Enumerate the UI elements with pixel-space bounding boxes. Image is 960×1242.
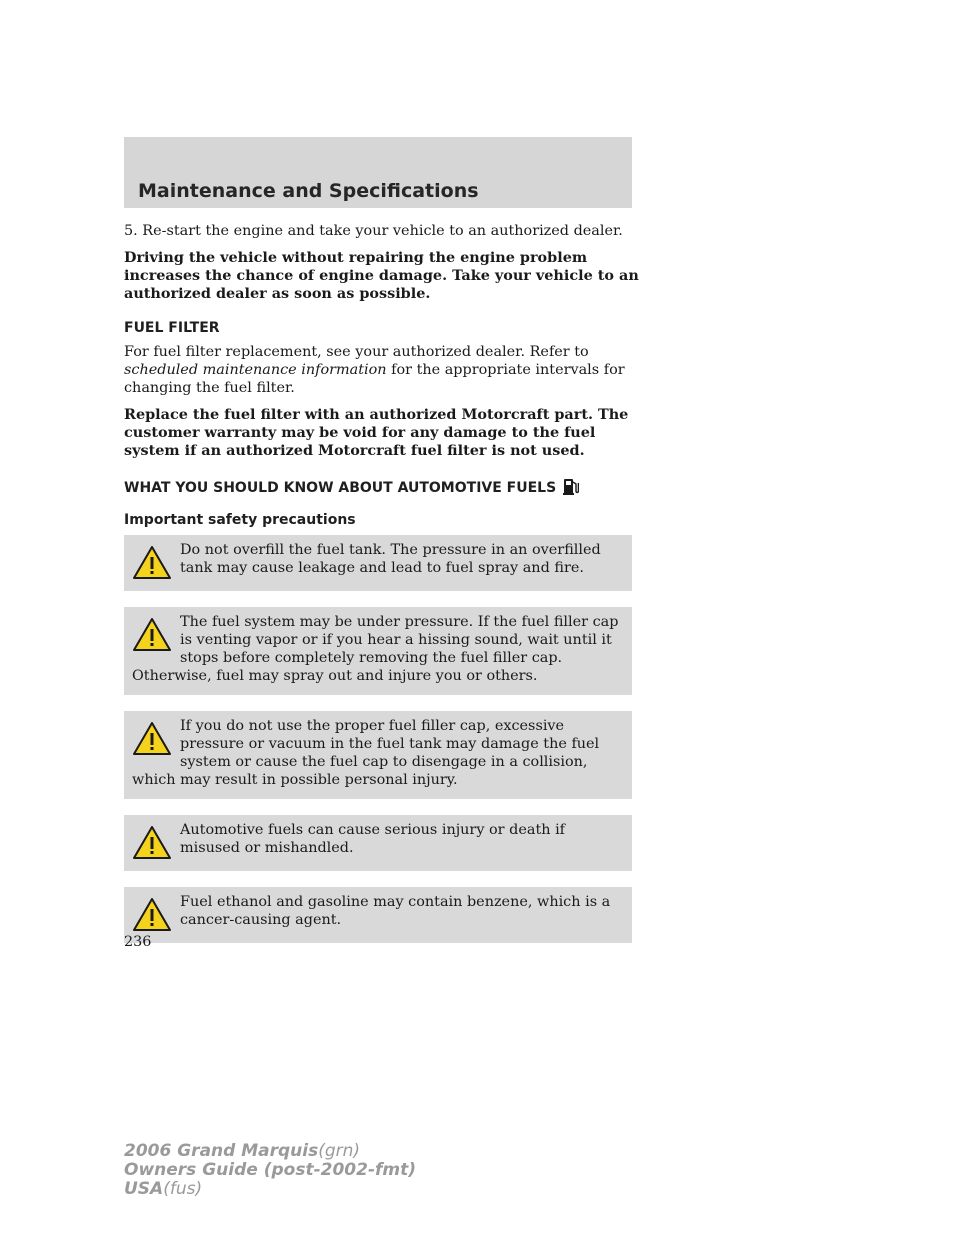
footer-line-1 [124,1142,416,1161]
warning-triangle-icon [132,617,172,653]
section-header-band [124,137,632,208]
fuel-filter-heading: FUEL FILTER [124,320,220,336]
section-title: Maintenance and Specifications [138,180,479,202]
fuel-filter-paragraph [124,343,644,397]
warning-text: Fuel ethanol and gasoline may contain benzene, which is a cancer-causing agent. [180,894,611,928]
footer-line-2: Owners Guide (post-2002-fmt) [124,1160,417,1180]
warning-text: The fuel system may be under pressure. If the fuel filler cap is venting vapor or if you hear a hissing sound, wait until it stops before completely removing the fuel filler cap. Otherwise, fuel may spray out and injure you or others. [132,614,619,684]
footer-model: 2006 Grand Marquis [124,1141,319,1161]
fuel-filter-text-2: for the appropriate intervals for changing the fuel filter. [124,362,625,396]
warning-text: Do not overfill the fuel tank. The pressure in an overfilled tank may cause leakage and lead to fuel spray and fire. [180,542,601,576]
footer-market: USA [124,1179,164,1199]
warning-text: If you do not use the proper fuel filler cap, excessive pressure or vacuum in the fuel tank may damage the fuel system or cause the fuel cap to disengage in a collision, which may result in possible personal injury. [132,718,600,788]
footer-line-3 [124,1180,416,1199]
fuel-filter-text-1: For fuel filter replacement, see your authorized dealer. Refer to [124,344,589,360]
fuel-filter-warning-text: Replace the fuel filter with an authorized Motorcraft part. The customer warranty may be void for any damage to the fuel system if an authorized Motorcraft fuel filter is not used. [124,406,629,459]
warning-box [124,711,632,799]
warning-triangle-icon [132,897,172,933]
warning-box [124,887,632,943]
document-footer [124,1142,416,1199]
fuel-pump-icon [563,476,579,496]
warning-triangle-icon [132,825,172,861]
warning-box [124,607,632,695]
scheduled-maintenance-reference: scheduled maintenance information [124,362,387,378]
driving-warning-text: Driving the vehicle without repairing the engine problem increases the chance of engine damage. Take your vehicle to an authorized dealer as soon as possible. [124,249,639,302]
warning-box [124,535,632,591]
automotive-fuels-heading-text: WHAT YOU SHOULD KNOW ABOUT AUTOMOTIVE FUELS [124,480,557,496]
warning-triangle-icon [132,721,172,757]
warning-triangle-icon [132,545,172,581]
footer-market-code: (fus) [163,1179,203,1199]
step-5-text: 5. Re-start the engine and take your vehicle to an authorized dealer. [124,223,623,239]
automotive-fuels-heading [124,476,644,497]
footer-model-code: (grn) [318,1141,361,1161]
warning-text: Automotive fuels can cause serious injury or death if misused or mishandled. [180,822,565,856]
warning-box [124,815,632,871]
page-content [124,222,644,959]
safety-precautions-heading: Important safety precautions [124,512,356,528]
page-number: 236 [124,934,152,950]
